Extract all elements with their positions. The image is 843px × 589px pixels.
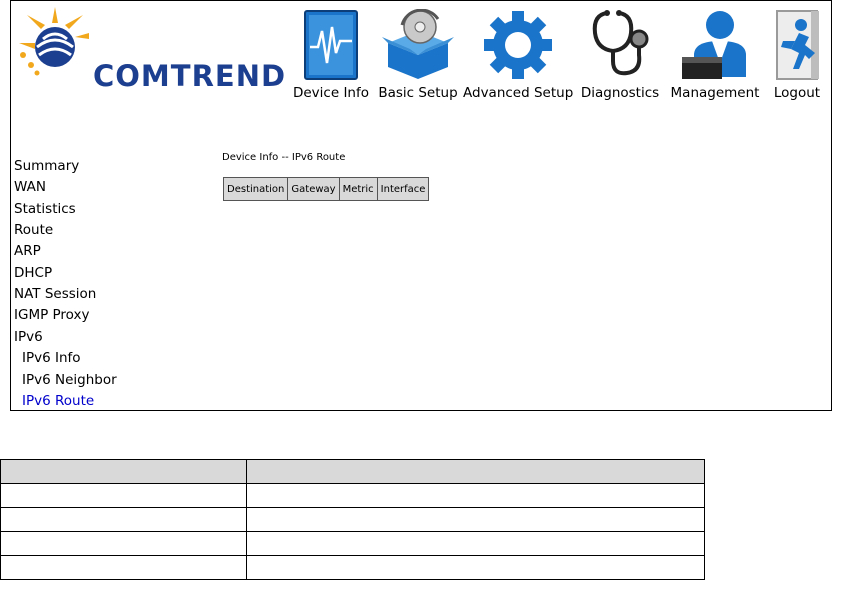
advanced-setup-icon	[480, 9, 556, 81]
sidebar-item-igmp-proxy[interactable]: IGMP Proxy	[14, 307, 90, 323]
sidebar-item-ipv6-info[interactable]: IPv6 Info	[22, 350, 81, 366]
table-cell	[247, 532, 705, 556]
field-description-table	[0, 459, 705, 580]
table-cell	[1, 556, 247, 580]
column-header-gateway: Gateway	[288, 178, 339, 201]
table-cell	[247, 460, 705, 484]
logout-icon	[771, 9, 823, 81]
diagnostics-icon	[585, 9, 655, 81]
nav-label: Management	[670, 85, 760, 101]
ipv6-route-table	[223, 177, 429, 201]
page-title: Device Info -- IPv6 Route	[222, 152, 346, 163]
basic-setup-icon	[380, 9, 456, 81]
main-content	[175, 144, 831, 410]
header	[11, 1, 831, 143]
table-row	[1, 508, 705, 532]
sidebar-item-wan[interactable]: WAN	[14, 179, 46, 195]
sidebar-item-dhcp[interactable]: DHCP	[14, 265, 53, 281]
nav-label: Device Info	[292, 85, 369, 101]
column-header-destination: Destination	[224, 178, 288, 201]
nav-label: Advanced Setup	[463, 85, 574, 101]
table-cell	[1, 460, 247, 484]
table-cell	[247, 508, 705, 532]
nav-label: Logout	[773, 85, 821, 101]
table-cell	[1, 532, 247, 556]
nav-diagnostics[interactable]	[577, 9, 663, 101]
brand-name: COMTREND	[93, 59, 287, 93]
sidebar-item-summary[interactable]: Summary	[14, 158, 80, 174]
column-header-metric: Metric	[339, 178, 377, 201]
table-cell	[247, 484, 705, 508]
column-header-interface: Interface	[377, 178, 429, 201]
sidebar-item-statistics[interactable]: Statistics	[14, 201, 76, 217]
table-row	[1, 532, 705, 556]
table-row	[1, 556, 705, 580]
management-icon	[680, 9, 750, 81]
nav-advanced-setup[interactable]	[463, 9, 573, 101]
nav-label: Basic Setup	[378, 85, 458, 101]
nav-device-info[interactable]	[289, 9, 373, 101]
sidebar-item-arp[interactable]: ARP	[14, 243, 41, 259]
table-row	[1, 484, 705, 508]
device-info-icon	[304, 9, 358, 81]
comtrend-logo	[17, 3, 289, 95]
router-web-ui	[10, 0, 832, 411]
sidebar-item-route[interactable]: Route	[14, 222, 54, 238]
table-cell	[1, 508, 247, 532]
nav-basic-setup[interactable]	[374, 9, 462, 101]
table-cell	[247, 556, 705, 580]
table-header-row	[1, 460, 705, 484]
sidebar	[11, 144, 175, 410]
nav-label: Diagnostics	[580, 85, 660, 101]
table-cell	[1, 484, 247, 508]
sidebar-item-ipv6-route[interactable]: IPv6 Route	[22, 393, 95, 409]
nav-logout[interactable]	[767, 9, 827, 101]
sidebar-item-ipv6-neighbor[interactable]: IPv6 Neighbor	[22, 372, 117, 388]
nav-management[interactable]	[669, 9, 761, 101]
sidebar-item-nat-session[interactable]: NAT Session	[14, 286, 97, 302]
sidebar-item-ipv6[interactable]: IPv6	[14, 329, 43, 345]
table-header-row	[224, 178, 429, 201]
